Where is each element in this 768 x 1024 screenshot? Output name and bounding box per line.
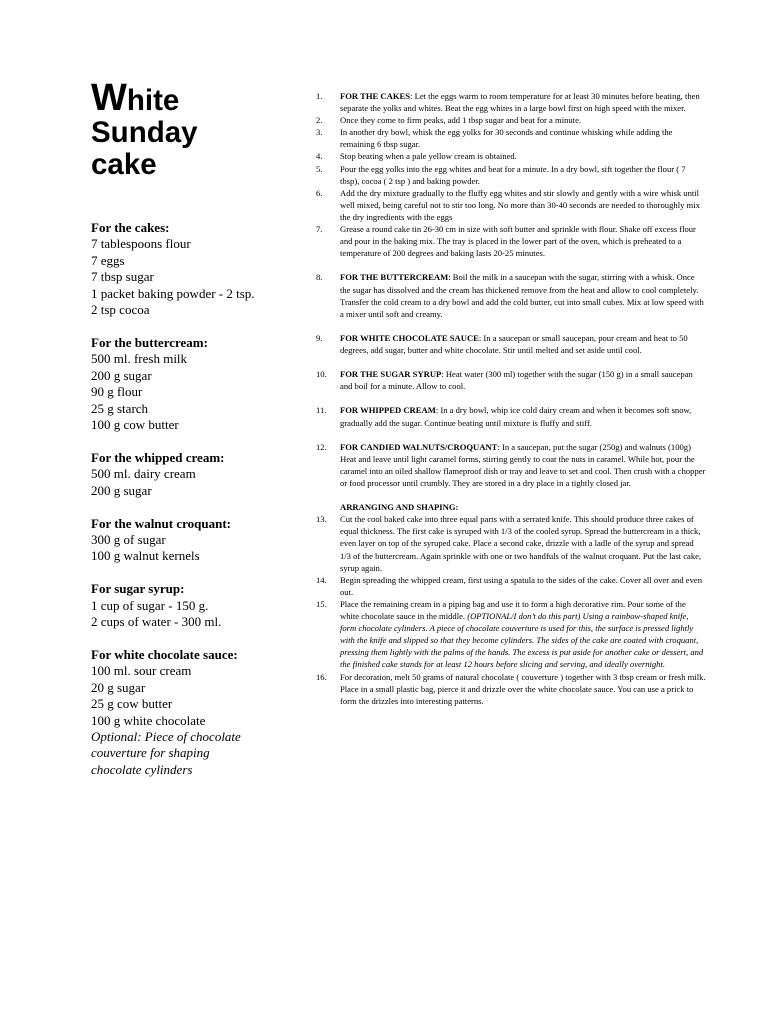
- instruction-step: [316, 574, 706, 598]
- instruction-step: [316, 187, 706, 223]
- ingredient-section-heading: For the buttercream:: [91, 334, 208, 350]
- step-number: 6.: [316, 187, 323, 198]
- instruction-step: [316, 598, 706, 671]
- ingredient-section-heading: For the walnut croquant:: [91, 515, 231, 531]
- step-lead: FOR THE SUGAR SYRUP: [340, 369, 442, 380]
- ingredient-item: 200 g sugar: [91, 367, 152, 383]
- ingredient-section-heading: For the whipped cream:: [91, 449, 225, 465]
- title-line-2: Sunday: [91, 116, 198, 149]
- step-text: Pour the egg yolks into the egg whites and beat for a minute. In a dry bowl, sift together the flour ( 7 tbsp), cocoa ( 2 tsp ) and baking powder.: [340, 163, 686, 186]
- ingredient-item: 100 g cow butter: [91, 416, 179, 432]
- instructions-column: [316, 90, 706, 707]
- step-number: 2.: [316, 115, 323, 126]
- instruction-step: [316, 150, 706, 162]
- ingredient-item: 20 g sugar: [91, 679, 146, 695]
- ingredient-section: [91, 516, 291, 565]
- step-lead: FOR WHIPPED CREAM: [340, 405, 436, 416]
- ingredient-item: 7 eggs: [91, 252, 125, 268]
- ingredient-list: [91, 220, 291, 778]
- step-text: Grease a round cake tin 26-30 cm in size with soft butter and sprinkle with flour. Shake off excess flour and pour in the baking mix. The tray is placed in the lower part of the oven, which is preheated to a temperature of 200 degrees and baking lasts 20-25 minutes.: [340, 224, 696, 259]
- step-number: 15.: [316, 598, 327, 609]
- step-text: Add the dry mixture gradually to the fluffy egg whites and stir slowly and gently with a wire whisk until well mixed, being careful not to stir too long. No more than 30-40 seconds are needed to thoroughly mix the dry ingredients with the eggs: [340, 187, 700, 222]
- ingredient-section: [91, 335, 291, 433]
- step-number: 16.: [316, 671, 327, 682]
- instruction-step: [316, 114, 706, 126]
- ingredients-column: [91, 77, 291, 795]
- step-text: Once they come to firm peaks, add 1 tbsp sugar and beat for a minute.: [340, 115, 582, 126]
- ingredient-item: 2 cups of water - 300 ml.: [91, 614, 222, 630]
- instruction-step: [316, 368, 706, 392]
- instruction-step: [316, 671, 706, 707]
- ingredient-item: 100 g walnut kernels: [91, 548, 200, 564]
- instruction-step: [316, 404, 706, 428]
- step-number: 14.: [316, 574, 327, 585]
- ingredient-section: [91, 450, 291, 499]
- ingredient-optional-note: couverture for shaping: [91, 745, 210, 761]
- step-number: 8.: [316, 272, 323, 283]
- instruction-step: [316, 513, 706, 573]
- section-subheading: ARRANGING AND SHAPING:: [340, 502, 459, 513]
- instruction-step: [316, 90, 706, 114]
- instruction-step: [316, 126, 706, 150]
- ingredient-item: 1 packet baking powder - 2 tsp.: [91, 285, 255, 301]
- title-line-3: cake: [91, 148, 157, 181]
- ingredient-item: 200 g sugar: [91, 482, 152, 498]
- ingredient-item: 1 cup of sugar - 150 g.: [91, 597, 209, 613]
- step-number: 10.: [316, 369, 327, 380]
- step-number: 11.: [316, 405, 327, 416]
- ingredient-section: [91, 647, 291, 778]
- step-number: 4.: [316, 151, 323, 162]
- ingredient-item: 100 ml. sour cream: [91, 663, 192, 679]
- step-text: : In a dry bowl, whip ice cold dairy cream and when it becomes soft snow, gradually add the sugar. Continue beating until mixture is fluffy and stiff.: [340, 405, 692, 428]
- ingredient-optional-note: Optional: Piece of chocolate: [91, 729, 241, 745]
- recipe-title: [91, 77, 291, 181]
- step-optional-text: (OPTIONAL/I don’t do this part) Using a rainbow-shaped knife, form chocolate cylinders. A piece of chocolate couverture is used for this, the surface is pressed lightly with the knife and slipped so that they become cylinders. The sides of the cake are coated with croquant, pressing them lightly with the palms of the hands. The excess is put aside for another cake or dessert, and the finished cake stands for at least 12 hours before slicing and serving, and ideally overnight.: [340, 611, 704, 670]
- ingredient-item: 90 g flour: [91, 384, 143, 400]
- step-number: 3.: [316, 127, 323, 138]
- ingredient-section-heading: For the cakes:: [91, 220, 170, 235]
- instruction-step: [316, 163, 706, 187]
- step-text: For decoration, melt 50 grams of natural chocolate ( couverture ) together with 3 tbsp cream or fresh milk. Place in a small plastic bag, pierce it and drizzle over the white chocolate sauce. You can use a prick to form the drizzles into interesting patterns.: [340, 671, 706, 706]
- step-lead: FOR THE BUTTERCREAM: [340, 272, 449, 283]
- step-text: : In a saucepan, put the sugar (250g) and walnuts (100g) Heat and leave until light caramel forms, stirring gently to coat the nuts in caramel. While hot, pour the caramel into an oiled shallow flameproof dish or tray and leave to set and cool. Then crush with a chopper or food processor until crumbly. They are stored in a dry place in a tightly closed jar.: [340, 441, 706, 488]
- step-text: Stop beating when a pale yellow cream is obtained.: [340, 151, 517, 162]
- ingredient-section: [91, 220, 291, 318]
- step-text: In another dry bowl, whisk the egg yolks for 30 seconds and continue whisking while adding the remaining 6 tbsp sugar.: [340, 127, 673, 150]
- step-number: 12.: [316, 441, 327, 452]
- ingredient-section: [91, 581, 291, 630]
- ingredient-item: 7 tbsp sugar: [91, 269, 154, 285]
- instruction-step: [316, 271, 706, 319]
- step-text: Place the remaining cream in a piping bag and use it to form a high decorative rim. Pour some of the white chocolate sauce in the middle.: [340, 598, 686, 622]
- instruction-step: [316, 223, 706, 259]
- ingredient-item: 100 g white chocolate: [91, 712, 206, 728]
- title-line-1: [91, 77, 291, 119]
- ingredient-section-heading: For white chocolate sauce:: [91, 647, 238, 663]
- step-number: 7.: [316, 224, 323, 235]
- step-number: 13.: [316, 514, 327, 525]
- step-lead: FOR WHITE CHOCOLATE SAUCE: [340, 332, 479, 343]
- title-rest: hite: [126, 84, 180, 117]
- step-lead: FOR THE CAKES: [340, 91, 411, 101]
- step-text: : In a saucepan or small saucepan, pour cream and heat to 50 degrees, add sugar, butter and white chocolate. Stir until melted and set aside until cool.: [340, 332, 688, 355]
- instruction-step: [316, 441, 706, 489]
- step-text: : Heat water (300 ml) together with the sugar (150 g) in a small saucepan and boil for a minute. Allow to cool.: [340, 369, 693, 392]
- ingredient-item: 300 g of sugar: [91, 532, 166, 547]
- step-number: 1.: [316, 91, 323, 101]
- step-text: Cut the cool baked cake into three equal parts with a serrated knife. This should produce three cakes of equal thickness. The first cake is syruped with 1/3 of the cooled syrup. Spread the buttercream in a thick, even layer on top of the syruped cake. Place a second cake, drizzle with a ladle of the syrup and spread 1/3 of the buttercream. Again sprinkle with one or two handfuls of the walnut croquant. Put the last cake, syrup again.: [340, 514, 702, 573]
- ingredient-optional-note: chocolate cylinders: [91, 761, 193, 777]
- ingredient-item: 25 g starch: [91, 400, 149, 416]
- step-text: : Boil the milk in a saucepan with the sugar, stirring with a whisk. Once the sugar has dissolved and the cream has thickened remove from the heat and allow to cool completely. Transfer the cold cream to a dry bowl and add the cold butter, cut into small cubes. Mix at low speed with a mixer until soft and creamy.: [340, 272, 704, 319]
- step-number: 5.: [316, 163, 323, 174]
- step-text: Begin spreading the whipped cream, first using a spatula to the sides of the cake. Cover all over and even out.: [340, 574, 703, 597]
- ingredient-item: 500 ml. dairy cream: [91, 466, 196, 482]
- step-number: 9.: [316, 332, 323, 343]
- ingredient-item: 7 tablespoons flour: [91, 236, 191, 252]
- ingredient-item: 500 ml. fresh milk: [91, 351, 188, 367]
- ingredient-item: 2 tsp cocoa: [91, 302, 150, 318]
- instruction-step: [316, 332, 706, 356]
- step-lead: FOR CANDIED WALNUTS/CROQUANT: [340, 441, 498, 452]
- ingredient-section-heading: For sugar syrup:: [91, 581, 185, 597]
- ingredient-item: 25 g cow butter: [91, 696, 173, 712]
- title-initial: W: [91, 77, 127, 119]
- step-text: : Let the eggs warm to room temperature for at least 30 minutes before beating, then separate the yolks and whites. Beat the egg whites in a large bowl first on high speed with the mixer.: [340, 91, 700, 114]
